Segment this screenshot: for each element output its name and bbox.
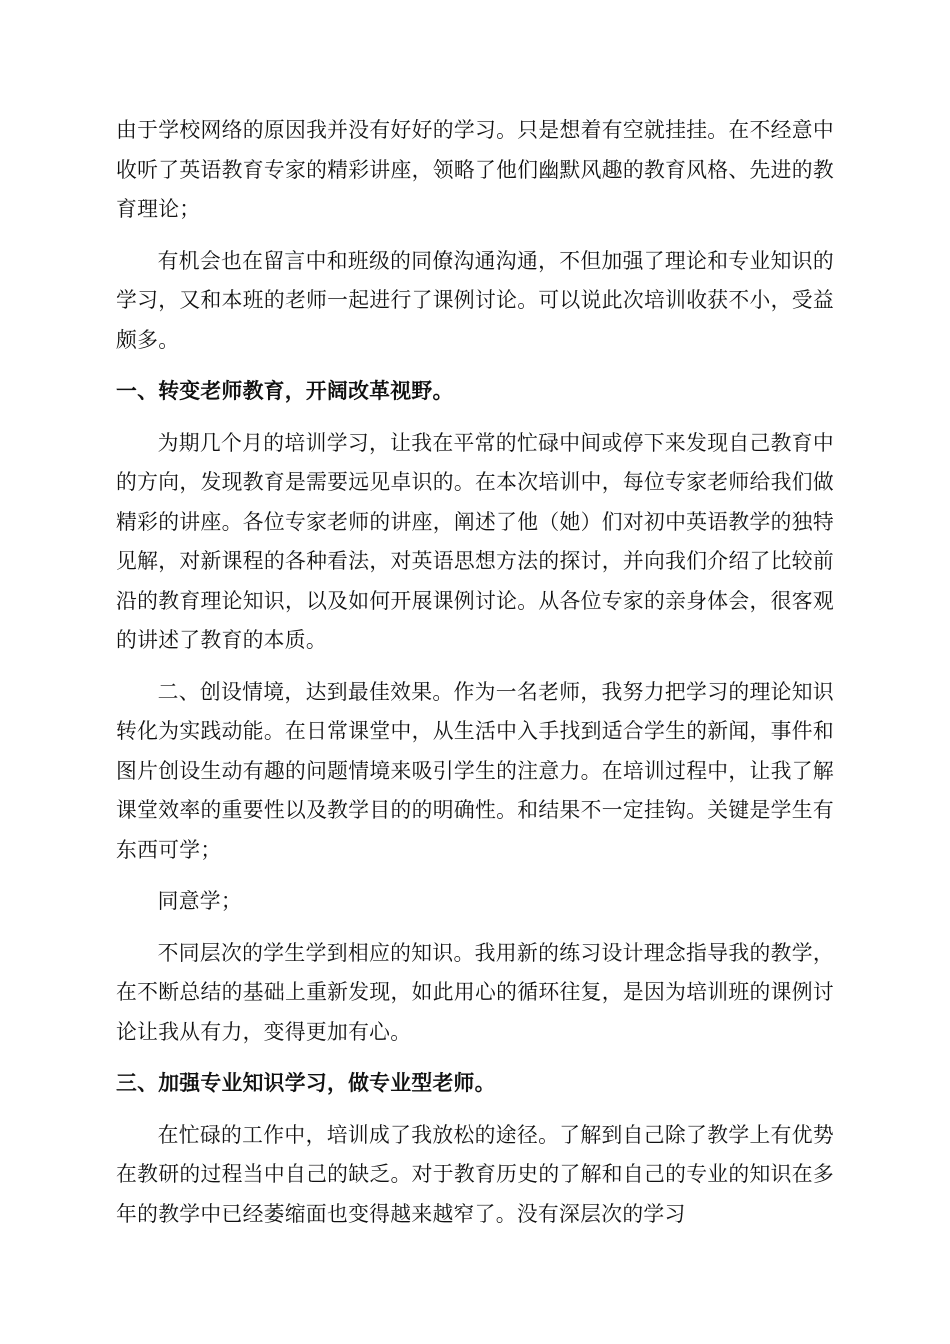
paragraph-training-study: 为期几个月的培训学习，让我在平常的忙碌中间或停下来发现自己教育中的方向，发现教育是需要远见卓识的。在本次培训中，每位专家老师给我们做精彩的讲座。各位专家老师的讲座，阐述了他（她）们对初中英语教学的独特见解，对新课程的各种看法，对英语思想方法的探讨，并向我们介绍了比较前沿的教育理论知识，以及如何开展课例讨论。从各位专家的亲身体会，很客观的讲述了教育的本质。 — [116, 430, 834, 652]
document-body — [116, 111, 834, 1246]
paragraph-agree-learn: 同意学； — [157, 889, 242, 913]
section-heading-3: 三、加强专业知识学习，做专业型老师。 — [116, 1071, 496, 1095]
paragraph-communication: 有机会也在留言中和班级的同僚沟通沟通，不但加强了理论和专业知识的学习，又和本班的老师一起进行了课例讨论。可以说此次培训收获不小，受益颇多。 — [116, 248, 834, 352]
paragraph-intro: 由于学校网络的原因我并没有好好的学习。只是想着有空就挂挂。在不经意中收听了英语教育专家的精彩讲座，领略了他们幽默风趣的教育风格、先进的教育理论； — [116, 118, 834, 221]
paragraph-different-levels: 不同层次的学生学到相应的知识。我用新的练习设计理念指导我的教学，在不断总结的基础上重新发现，如此用心的循环往复，是因为培训班的课例讨论让我从有力，变得更加有心。 — [116, 940, 834, 1044]
paragraph-busy-work: 在忙碌的工作中，培训成了我放松的途径。了解到自己除了教学上有优势在教研的过程当中自己的缺乏。对于教育历史的了解和自己的专业的知识在多年的教学中已经萎缩面也变得越来越窄了。没有深层次的学习 — [116, 1122, 834, 1226]
paragraph-create-situation: 二、创设情境，达到最佳效果。作为一名老师，我努力把学习的理论知识转化为实践动能。在日常课堂中，从生活中入手找到适合学生的新闻，事件和图片创设生动有趣的问题情境来吸引学生的注意力。在培训过程中，让我了解课堂效率的重要性以及教学目的的明确性。和结果不一定挂钩。关键是学生有东西可学； — [116, 679, 834, 862]
section-heading-1: 一、转变老师教育，开阔改革视野。 — [116, 379, 454, 403]
